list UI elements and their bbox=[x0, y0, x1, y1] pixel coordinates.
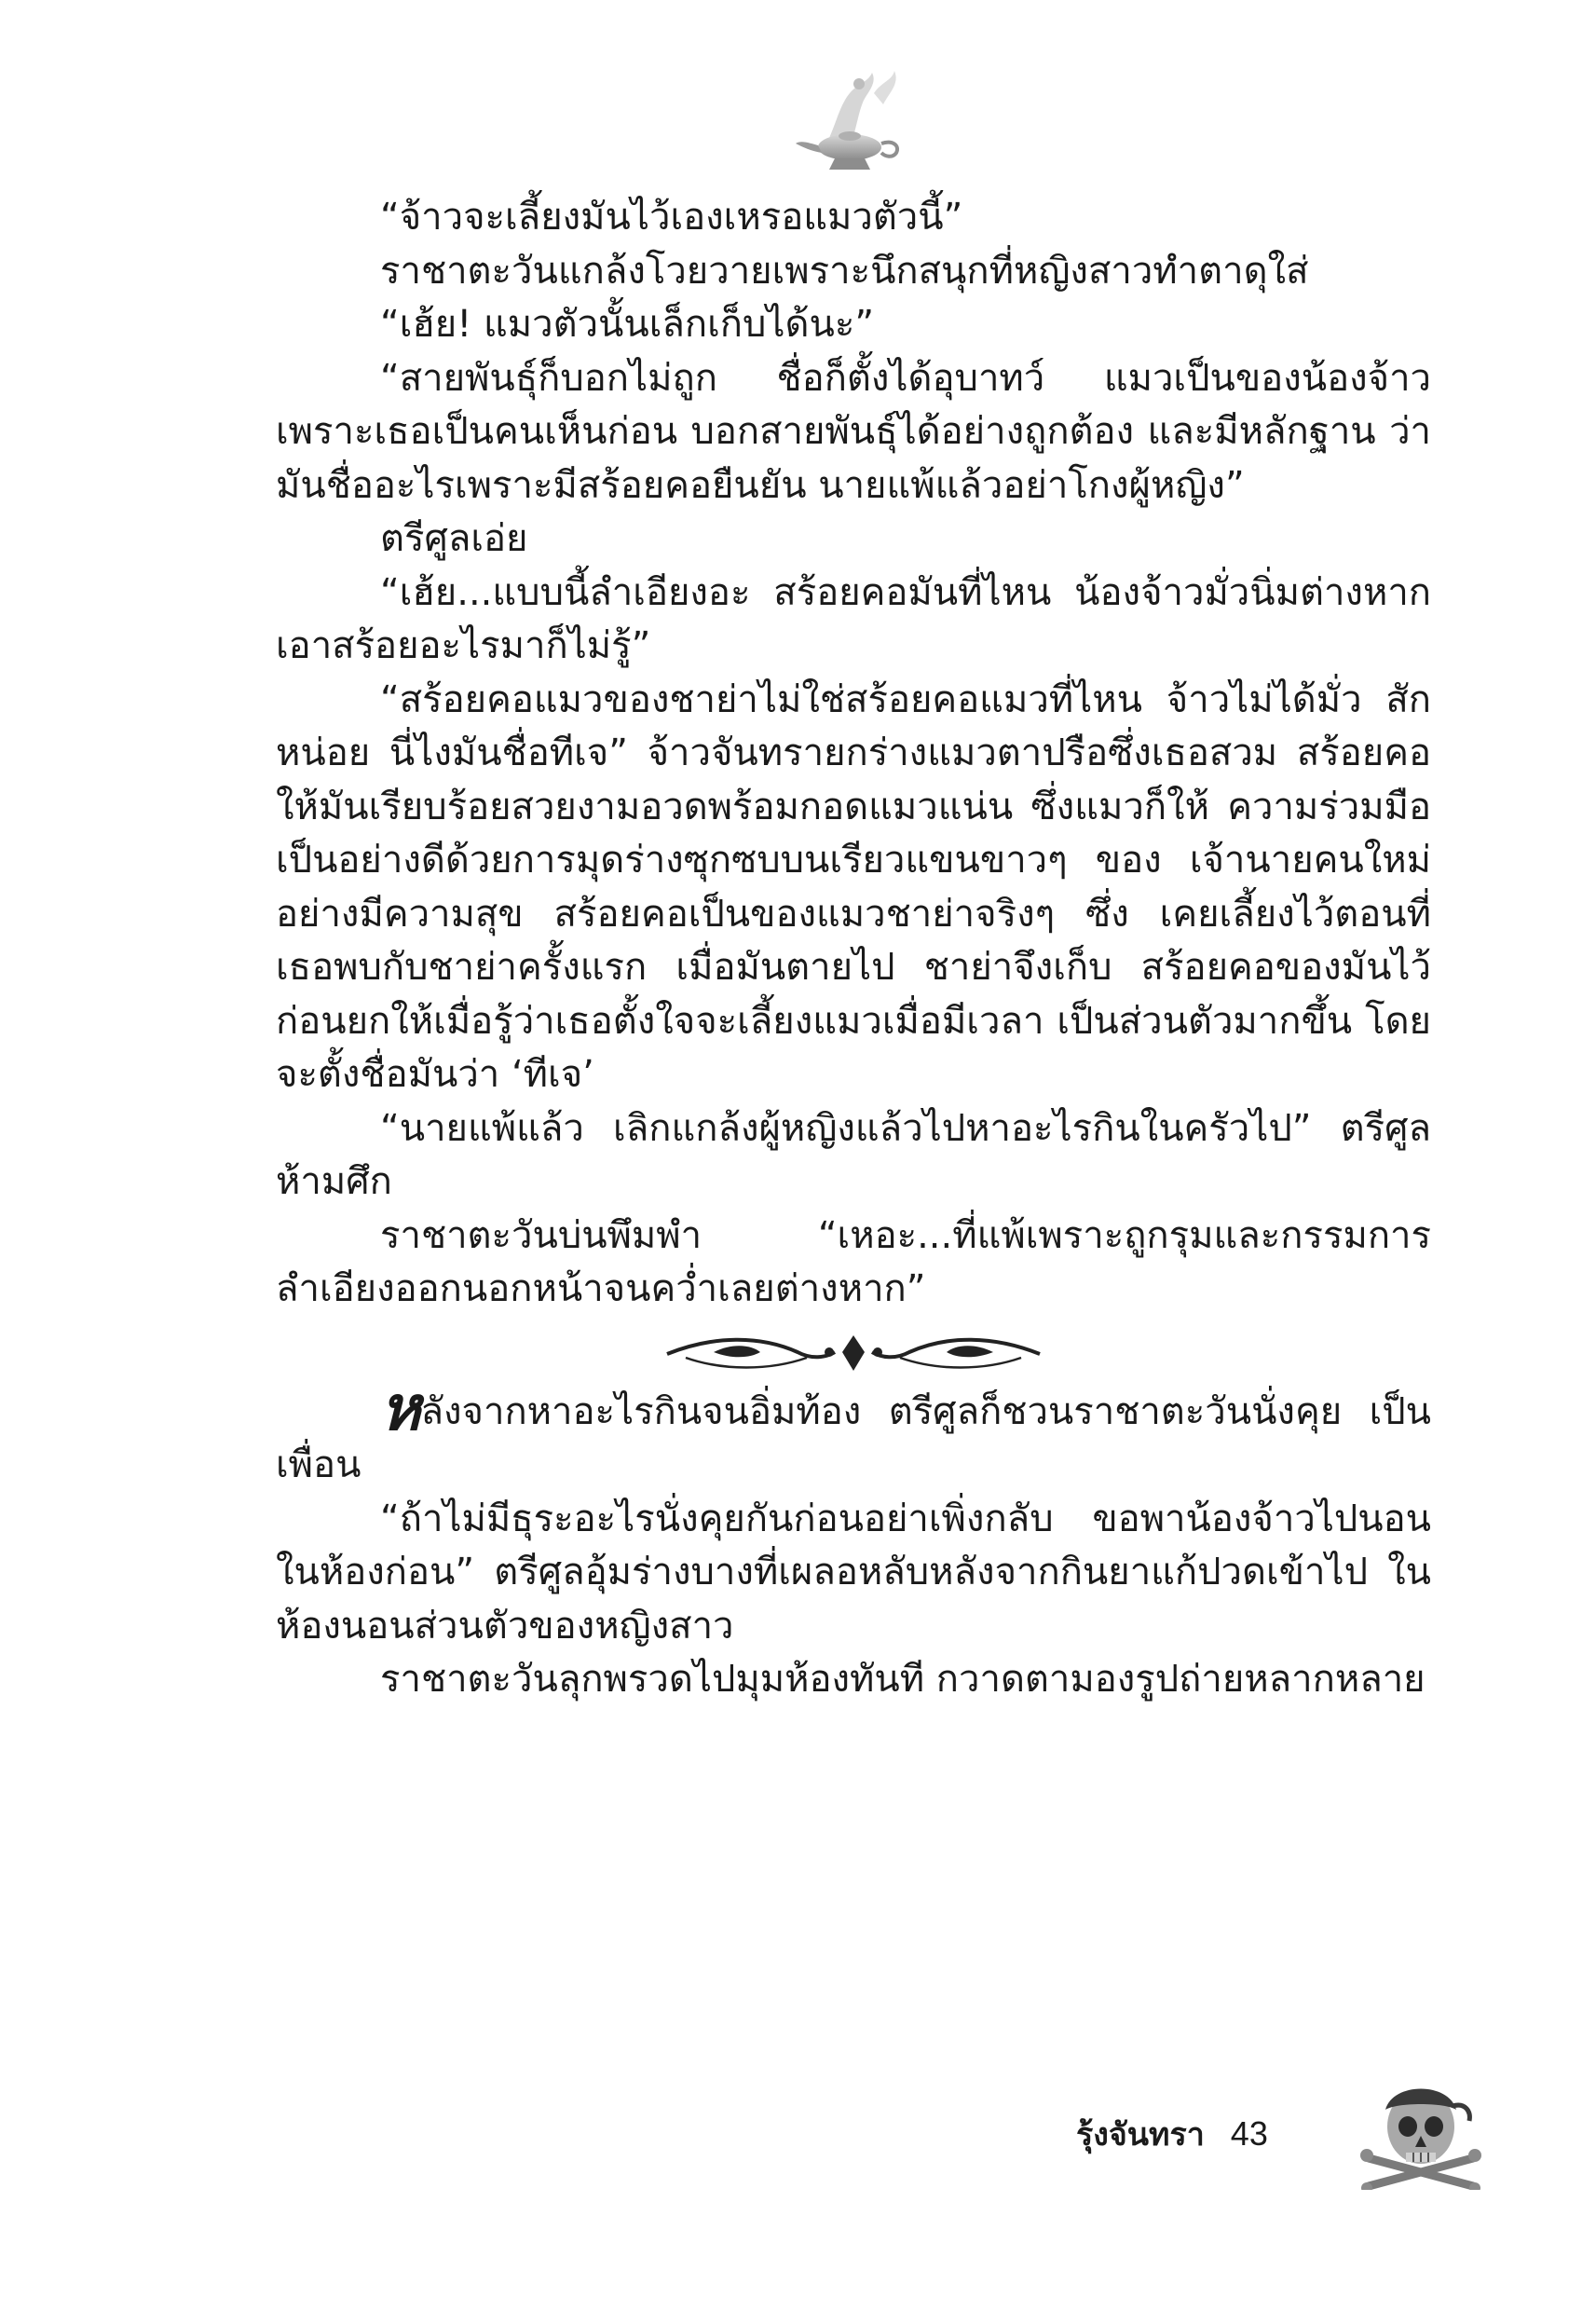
paragraph-with-drop-cap bbox=[276, 1371, 1431, 1493]
paragraph: “เฮ้ย...แบบนี้ลำเอียงอะ สร้อยคอมันที่ไหน น้องจ้าวมั่วนิ่มต่างหาก เอาสร้อยอะไรมาก็ไม่รู้” bbox=[276, 570, 1431, 667]
drop-cap: ห bbox=[380, 1371, 421, 1444]
paragraph: ราชาตะวันบ่นพึมพำ “เหอะ...ที่แพ้เพราะถูกรุมและกรรมการ ลำเอียงออกนอกหน้าจนคว่ำเลยต่างหาก” bbox=[276, 1213, 1431, 1310]
book-title: รุ้งจันทรา bbox=[1076, 2116, 1205, 2154]
paragraph: “นายแพ้แล้ว เลิกแกล้งผู้หญิงแล้วไปหาอะไรกินในครัวไป” ตรีศูล ห้ามศึก bbox=[276, 1106, 1431, 1203]
section-divider-ornament bbox=[658, 1330, 1049, 1376]
paragraph: “จ้าวจะเลี้ยงมันไว้เองเหรอแมวตัวนี้” bbox=[380, 196, 963, 239]
body-text bbox=[276, 191, 1431, 1707]
paragraph: ราชาตะวันลุกพรวดไปมุมห้องทันที กวาดตามองรูปถ่ายหลากหลาย bbox=[380, 1658, 1425, 1701]
paragraph: “สร้อยคอแมวของชาย่าไม่ใช่สร้อยคอแมวที่ไหน จ้าวไม่ได้มั่ว สักหน่อย นี่ไงมันชื่อทีเจ” จ้าวจันทรายกร่างแมวตาปรือซึ่งเธอสวม สร้อยคอให้มันเรียบร้อยสวยงามอวดพร้อมกอดแมวแน่น ซึ่งแมวก็ให้ ความร่วมมือเป็นอย่างดีด้วยการมุดร่างซุกซบบนเรียวแขนขาวๆ ของ เจ้านายคนใหม่อย่างมีความสุข สร้อยคอเป็นของแมวชาย่าจริงๆ ซึ่ง เคยเลี้ยงไว้ตอนที่เธอพบกับชาย่าครั้งแรก เมื่อมันตายไป ชาย่าจึงเก็บ สร้อยคอของมันไว้ก่อนยกให้เมื่อรู้ว่าเธอตั้งใจจะเลี้ยงแมวเมื่อมีเวลา เป็นส่วนตัวมากขึ้น โดยจะตั้งชื่อมันว่า ‘ทีเจ’ bbox=[276, 677, 1431, 1096]
paragraph-text: ลังจากหาอะไรกินจนอิ่มท้อง ตรีศูลก็ชวนราชาตะวันนั่งคุย เป็นเพื่อน bbox=[276, 1389, 1431, 1486]
magic-lamp-icon bbox=[792, 65, 913, 186]
page-number: 43 bbox=[1230, 2114, 1268, 2153]
paragraph: “เฮ้ย! แมวตัวนั้นเล็กเก็บได้นะ” bbox=[380, 303, 875, 346]
paragraph: “ถ้าไม่มีธุระอะไรนั่งคุยกันก่อนอย่าเพิ่งกลับ ขอพาน้องจ้าวไปนอน ในห้องก่อน” ตรีศูลอุ้มร่างบางที่เผลอหลับหลังจากกินยาแก้ปวดเข้าไป ในห้องนอนส่วนตัวของหญิงสาว bbox=[276, 1497, 1431, 1648]
paragraph: “สายพันธุ์ก็บอกไม่ถูก ชื่อก็ตั้งได้อุบาทว์ แมวเป็นของน้องจ้าว เพราะเธอเป็นคนเห็นก่อน บอกสายพันธุ์ได้อย่างถูกต้อง และมีหลักฐาน ว่ามันชื่ออะไรเพราะมีสร้อยคอยืนยัน นายแพ้แล้วอย่าโกงผู้หญิง” bbox=[276, 356, 1431, 507]
paragraph: ตรีศูลเอ่ย bbox=[380, 517, 528, 560]
pirate-skull-icon bbox=[1356, 2069, 1486, 2190]
paragraph: ราชาตะวันแกล้งโวยวายเพราะนึกสนุกที่หญิงสาวทำตาดุใส่ bbox=[380, 249, 1309, 293]
page-footer bbox=[1076, 2101, 1268, 2167]
